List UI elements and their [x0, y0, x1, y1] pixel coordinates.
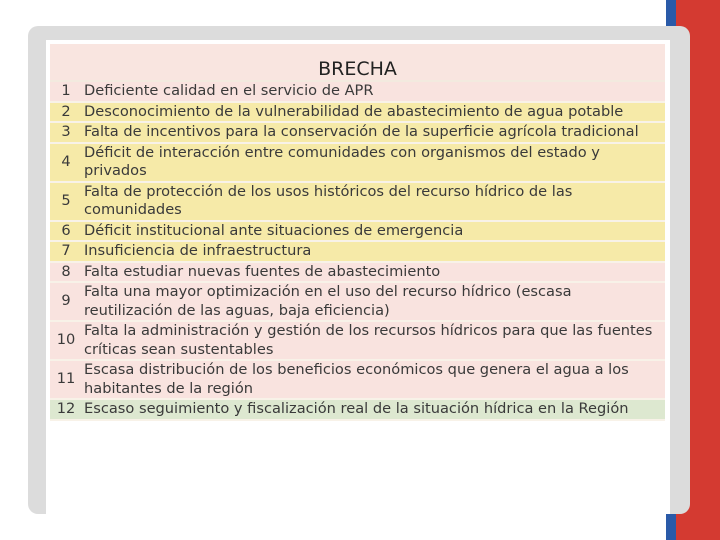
table-row: [50, 81, 665, 102]
row-number: 3: [50, 122, 84, 143]
row-text: Déficit de interacción entre comunidades con organismos del estado y privados: [84, 143, 665, 182]
row-text: Deficiente calidad en el servicio de APR: [84, 81, 665, 102]
row-number: 11: [50, 360, 84, 399]
row-number: 4: [50, 143, 84, 182]
table-row: [50, 241, 665, 262]
table-row: [50, 360, 665, 399]
row-number: 10: [50, 321, 84, 360]
row-number: 2: [50, 102, 84, 123]
row-number: 12: [50, 399, 84, 420]
table-row: [50, 399, 665, 420]
row-text: Falta de protección de los usos históricos del recurso hídrico de las comunidades: [84, 182, 665, 221]
row-number: 5: [50, 182, 84, 221]
row-text: Insuficiencia de infraestructura: [84, 241, 665, 262]
row-text: Escasa distribución de los beneficios económicos que genera el agua a los habitantes de la región: [84, 360, 665, 399]
row-text: Desconocimiento de la vulnerabilidad de abastecimiento de agua potable: [84, 102, 665, 123]
table-row: [50, 143, 665, 182]
table-row: [50, 282, 665, 321]
table-row: [50, 182, 665, 221]
row-text: Falta estudiar nuevas fuentes de abastecimiento: [84, 262, 665, 283]
table-title: BRECHA: [50, 44, 665, 81]
row-number: 9: [50, 282, 84, 321]
table-row: [50, 122, 665, 143]
row-number: 1: [50, 81, 84, 102]
row-text: Falta de incentivos para la conservación de la superficie agrícola tradicional: [84, 122, 665, 143]
row-text: Déficit institucional ante situaciones de emergencia: [84, 221, 665, 242]
row-text: Falta la administración y gestión de los recursos hídricos para que las fuentes críticas sean sustentables: [84, 321, 665, 360]
row-number: 6: [50, 221, 84, 242]
table-row: [50, 321, 665, 360]
table-row: [50, 102, 665, 123]
row-number: 8: [50, 262, 84, 283]
brecha-table: [50, 44, 665, 421]
table-row: [50, 262, 665, 283]
row-text: Escaso seguimiento y fiscalización real de la situación hídrica en la Región: [84, 399, 665, 420]
row-text: Falta una mayor optimización en el uso del recurso hídrico (escasa reutilización de las aguas, baja eficiencia): [84, 282, 665, 321]
table-row: [50, 221, 665, 242]
row-number: 7: [50, 241, 84, 262]
